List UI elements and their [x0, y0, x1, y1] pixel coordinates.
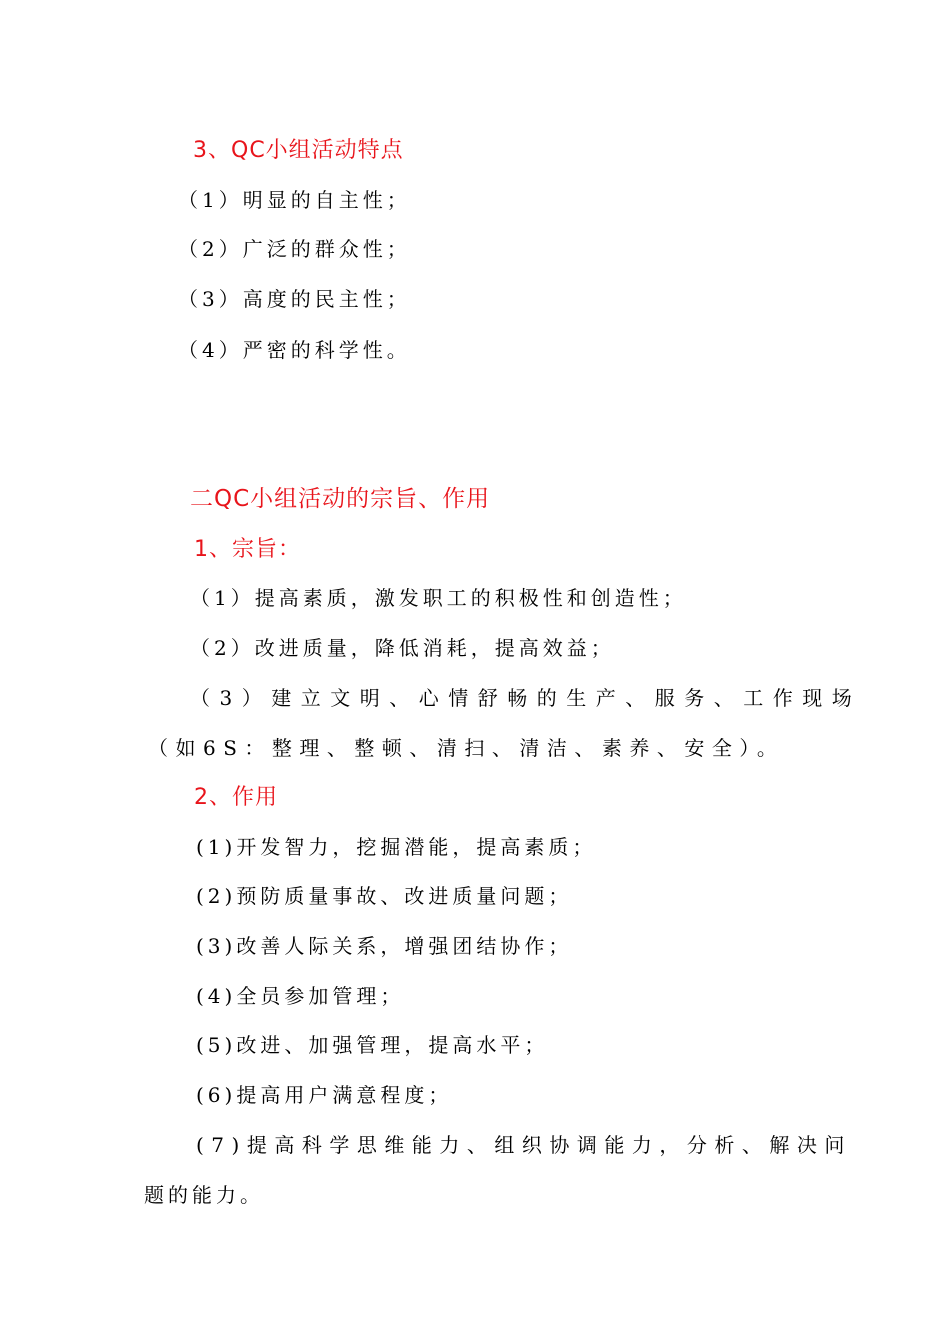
- section-3-item-2: （2）广泛的群众性；: [178, 237, 411, 261]
- section-3-item-3: （3）高度的民主性；: [178, 287, 411, 311]
- function-item-7: (7)提高科学思维能力、组织协调能力，分析、解决问: [196, 1133, 852, 1157]
- function-item-7-continued: 题的能力。: [144, 1183, 264, 1207]
- purpose-item-2: （2）改进质量，降低消耗，提高效益；: [190, 636, 615, 660]
- function-item-4: (4)全员参加管理；: [196, 984, 405, 1008]
- purpose-item-3: （3）建立文明、心情舒畅的生产、服务、工作现场: [190, 686, 862, 710]
- function-heading: 2、作用: [194, 785, 278, 810]
- section-3-item-4: （4）严密的科学性。: [178, 338, 411, 362]
- function-item-3: (3)改善人际关系，增强团结协作；: [196, 934, 573, 958]
- function-item-5: (5)改进、加强管理，提高水平；: [196, 1033, 549, 1057]
- function-item-6: (6)提高用户满意程度；: [196, 1083, 453, 1107]
- purpose-item-3-continued: （如6S：整理、整顿、清扫、清洁、素养、安全）。: [148, 736, 785, 760]
- function-item-1: (1)开发智力，挖掘潜能，提高素质；: [196, 835, 597, 859]
- purpose-item-1: （1）提高素质，激发职工的积极性和创造性；: [190, 586, 687, 610]
- section-3-item-1: （1）明显的自主性；: [178, 188, 411, 212]
- purpose-heading: 1、宗旨：: [194, 537, 301, 562]
- function-item-2: (2)预防质量事故、改进质量问题；: [196, 884, 573, 908]
- section-2-heading: 二QC小组活动的宗旨、作用: [190, 486, 491, 512]
- section-3-heading: 3、QC小组活动特点: [193, 138, 404, 163]
